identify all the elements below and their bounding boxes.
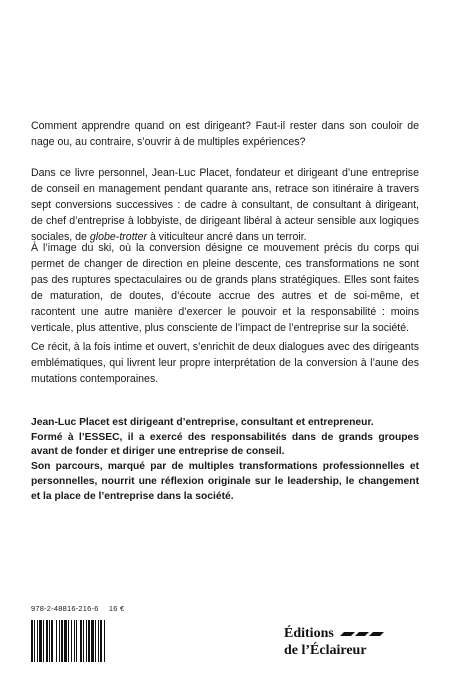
dialogues-paragraph: Ce récit, à la fois intime et ouvert, s’enrichit de deux dialogues avec des dirigeants emblématiques, qui livrent leur propre interprétation de la conversion à l’aune des mutations contemporaines.: [31, 341, 419, 385]
publisher-logo: [284, 625, 424, 659]
publisher-name-1: Éditions: [284, 626, 334, 641]
summary-paragraph: [31, 166, 419, 246]
summary-text-start: Dans ce livre personnel, Jean-Luc Placet, fondateur et dirigeant d’une entreprise de conseil en management pendant quarante ans, retrace son itinéraire à travers sept conversions successives : de cadre à consultant, de consultant à dirigeant, de chef d’entreprise à lobbyiste, de dirigeant libéral à acteur sensible aux logiques sociales, de: [31, 167, 419, 243]
intro-question: Comment apprendre quand on est dirigeant? Faut-il rester dans son couloir de nage ou, au contraire, s’ouvrir à de multiples expériences?: [31, 120, 419, 148]
publisher-logo-line1: [284, 625, 424, 642]
barcode-icon: [31, 620, 131, 662]
summary-text-end: à viticulteur ancré dans un terroir.: [147, 230, 307, 243]
isbn-number: 978-2-48816-216-6: [31, 604, 99, 613]
isbn-price-line: [31, 604, 124, 613]
price: 16 €: [108, 604, 125, 613]
ski-metaphor-paragraph: À l’image du ski, où la conversion désigne ce mouvement précis du corps qui permet de changer de direction en pleine descente, ces transformations ne sont pas des ruptures spectaculaires ou de grands plans stratégiques. Elles sont faites de maturation, de doutes, d’écoute accrue des autres et de soi-même, et racontent une autre manière d’exercer le pouvoir et la responsabilité : moins verticale, plus attentive, plus consciente de l’impact de l’entreprise sur la société.: [31, 242, 419, 334]
publisher-name-2: de l’Éclaireur: [284, 643, 367, 658]
author-bio-line: Son parcours, marqué par de multiples transformations professionnelles et personnelles, nourrit une réflexion originale sur le leadership, le changement et la place de l’entreprise dans la société.: [31, 461, 419, 502]
publisher-dash-icon: [340, 631, 384, 637]
author-bio: [31, 416, 419, 504]
author-bio-line: Formé à l’ESSEC, il a exercé des responsabilités dans de grands groupes avant de fonder et diriger une entreprise de conseil.: [31, 431, 419, 458]
author-bio-line: Jean-Luc Placet est dirigeant d’entreprise, consultant et entrepreneur.: [31, 417, 374, 428]
summary-italic-word: globe-trotter: [89, 230, 148, 243]
